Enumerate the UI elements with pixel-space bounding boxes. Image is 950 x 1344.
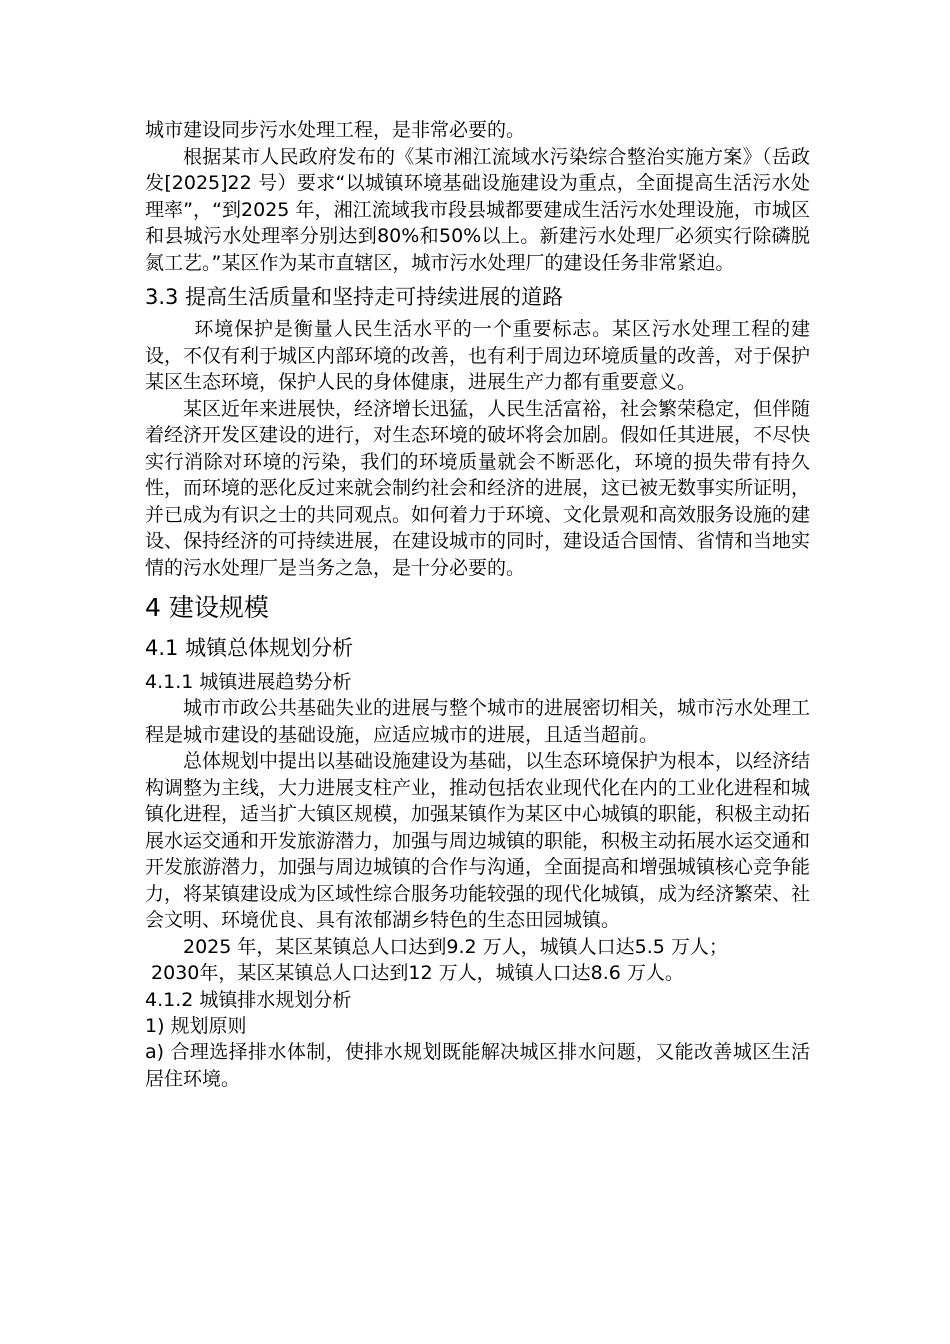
paragraph-population-2025: 2025 年，某区某镇总人口达到9.2 万人，城镇人口达5.5 万人； [183,935,728,958]
section-heading-4-1: 4.1 城镇总体规划分析 [145,636,354,660]
paragraph-plan-requirement: 根据某市人民政府发布的《某市湘江流域水污染综合整治实施方案》（岳政发[2025]22 号）要求“以城镇环境基础设施建设为重点，全面提高生活污水处理率”，“到2025 年，湘江流域我市段县城都要建成生活污水处理设施，市城区和县城污水处理率分别达到80%和50%以上。新建污水处理厂必须实行除磷脱氮工艺。”某区作为某市直辖区，城市污水处理厂的建设任务非常紧迫。 [145,145,810,274]
paragraph-environment-1: 环境保护是衡量人民生活水平的一个重要标志。某区污水处理工程的建设，不仅有利于城区内部环境的改善，也有利于周边环境质量的改善，对于保护某区生态环境，保护人民的身体健康，进展生产力都有重要意义。 [145,318,811,393]
document-page [145,117,810,1092]
paragraph-trend-2: 总体规划中提出以基础设施建设为基础，以生态环境保护为根本，以经济结构调整为主线，大力进展支柱产业，推动包括农业现代化在内的工业化进程和城镇化进程，适当扩大镇区规模，加强某镇作为某区中心城镇的职能，积极主动拓展水运交通和开发旅游潜力，加强与周边城镇的职能，积极主动拓展水运交通和开发旅游潜力，加强与周边城镇的合作与沟通，全面提高和增强城镇核心竞争能力，将某镇建设成为区域性综合服务功能较强的现代化城镇，成为经济繁荣、社会文明、环境优良、具有浓郁湖乡特色的生态田园城镇。 [145,750,811,931]
list-heading-principles: 1) 规划原则 [145,1014,247,1037]
section-heading-3-3: 3.3 提高生活质量和坚持走可持续进展的道路 [145,285,564,309]
paragraph-population-2030: 2030年，某区某镇总人口达到12 万人，城镇人口达8.6 万人。 [145,962,684,984]
list-item-a: a) 合理选择排水体制，使排水规划既能解决城区排水问题，又能改善城区生活居住环境。 [145,1041,810,1090]
paragraph-trend-1: 城市市政公共基础失业的进展与整个城市的进展密切相关，城市污水处理工程是城市建设的基础设施，应适应城市的进展，且适当超前。 [145,697,811,746]
paragraph-continued: 城市建设同步污水处理工程，是非常必要的。 [145,119,526,141]
chapter-heading-4: 4 建设规模 [145,593,269,622]
paragraph-environment-2: 某区近年来进展快，经济增长迅猛，人民生活富裕，社会繁荣稳定，但伴随着经济开发区建设的进行，对生态环境的破坏将会加剧。假如任其进展，不尽快实行消除对环境的污染，我们的环境质量就会不断恶化，环境的损失带有持久性，而环境的恶化反过来就会制约社会和经济的进展，这已被无数事实所证明，并已成为有识之士的共同观点。如何着力于环境、文化景观和高效服务设施的建设、保持经济的可持续进展，在建设城市的同时，建设适合国情、省情和当地实情的污水处理厂是当务之急，是十分必要的。 [145,397,811,579]
subsection-heading-4-1-2: 4.1.2 城镇排水规划分析 [145,988,352,1011]
subsection-heading-4-1-1: 4.1.1 城镇进展趋势分析 [145,671,352,693]
